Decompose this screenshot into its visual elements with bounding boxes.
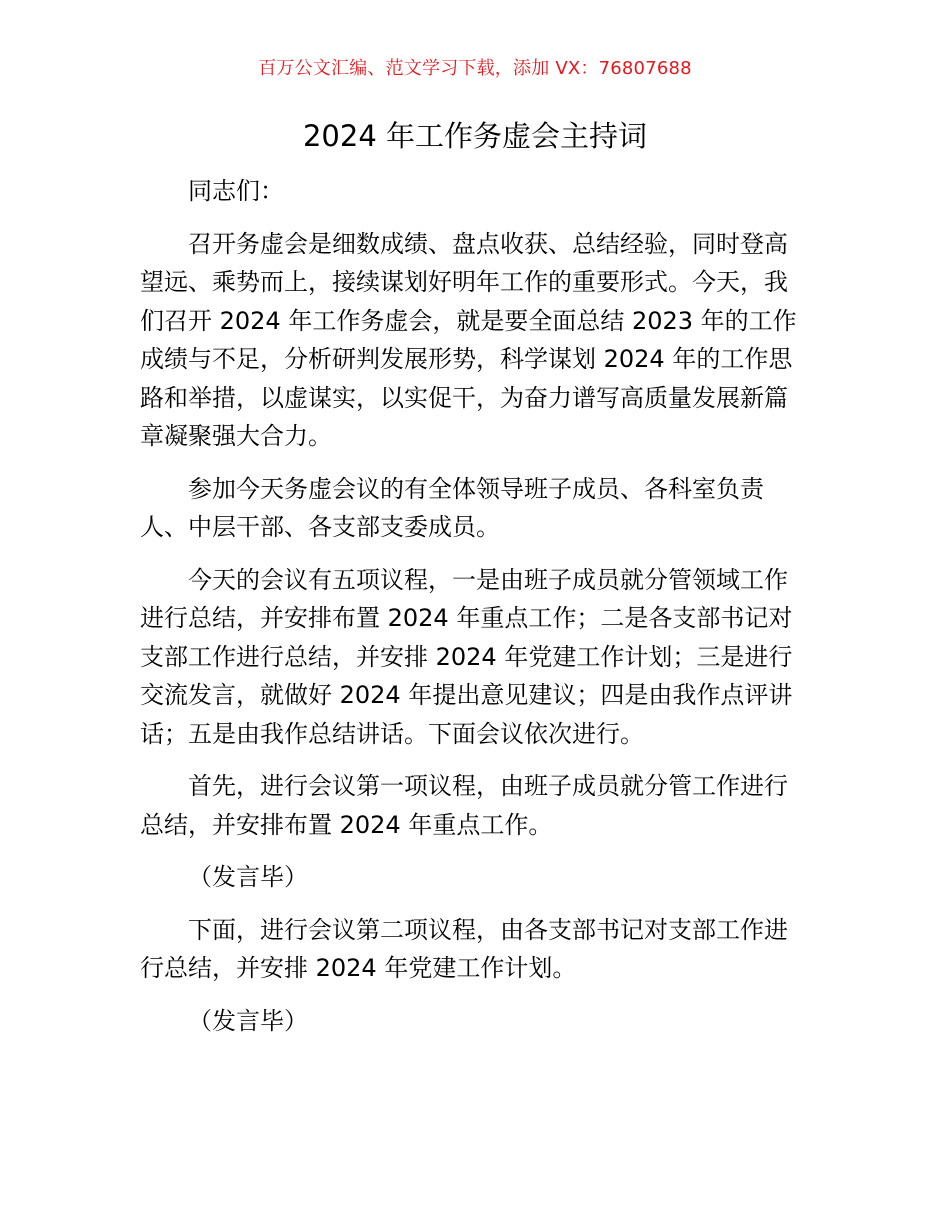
paragraph-line: 章凝聚强大合力。 — [140, 422, 332, 450]
paragraph-line: 望远、乘势而上，接续谋划好明年工作的重要形式。今天，我 — [140, 268, 788, 296]
paragraph-line: （发言毕） — [188, 1006, 308, 1035]
paragraph-line: （发言毕） — [188, 863, 308, 891]
paragraph-speech-end-1 — [140, 858, 812, 897]
paragraph-speech-end-2 — [140, 1002, 812, 1041]
paragraph-line: 路和举措，以虚谋实，以实促干，为奋力谱写高质量发展新篇 — [140, 383, 788, 412]
paragraph-line: 行总结，并安排 2024 年党建工作计划。 — [140, 954, 577, 982]
paragraph-item-one — [140, 767, 812, 844]
paragraph-attendees — [140, 470, 812, 547]
paragraph-line: 首先，进行会议第一项议程，由班子成员就分管工作进行 — [188, 772, 788, 800]
paragraph-line: 支部工作进行总结，并安排 2024 年党建工作计划；三是进行 — [140, 642, 793, 671]
paragraph-line: 参加今天务虚会议的有全体领导班子成员、各科室负责 — [188, 474, 764, 503]
paragraph-line: 召开务虚会是细数成绩、盘点收获、总结经验，同时登高 — [188, 229, 788, 258]
paragraph-line: 同志们： — [188, 177, 284, 205]
paragraph-line: 下面，进行会议第二项议程，由各支部书记对支部工作进 — [188, 915, 788, 944]
paragraph-item-two — [140, 911, 812, 988]
paragraph-line: 们召开 2024 年工作务虚会，就是要全面总结 2023 年的工作 — [140, 306, 797, 335]
document-title: 2024 年工作务虚会主持词 — [302, 119, 648, 153]
paragraph-greeting — [140, 172, 812, 211]
paragraph-line: 话；五是由我作总结讲话。下面会议依次进行。 — [140, 719, 644, 748]
paragraph-agenda — [140, 561, 812, 754]
paragraph-line: 人、中层干部、各支部支委成员。 — [140, 513, 500, 541]
paragraph-line: 成绩与不足，分析研判发展形势，科学谋划 2024 年的工作思 — [140, 345, 793, 373]
document-body — [140, 172, 812, 1040]
paragraph-line: 今天的会议有五项议程，一是由班子成员就分管领域工作 — [188, 565, 788, 594]
paragraph-line: 总结，并安排布置 2024 年重点工作。 — [140, 810, 553, 839]
paragraph-line: 交流发言，就做好 2024 年提出意见建议；四是由我作点评讲 — [140, 681, 793, 709]
watermark-text: 百万公文汇编、范文学习下载，添加 VX：76807688 — [258, 58, 692, 79]
paragraph-line: 进行总结，并安排布置 2024 年重点工作；二是各支部书记对 — [140, 604, 793, 632]
paragraph-intro — [140, 225, 812, 456]
